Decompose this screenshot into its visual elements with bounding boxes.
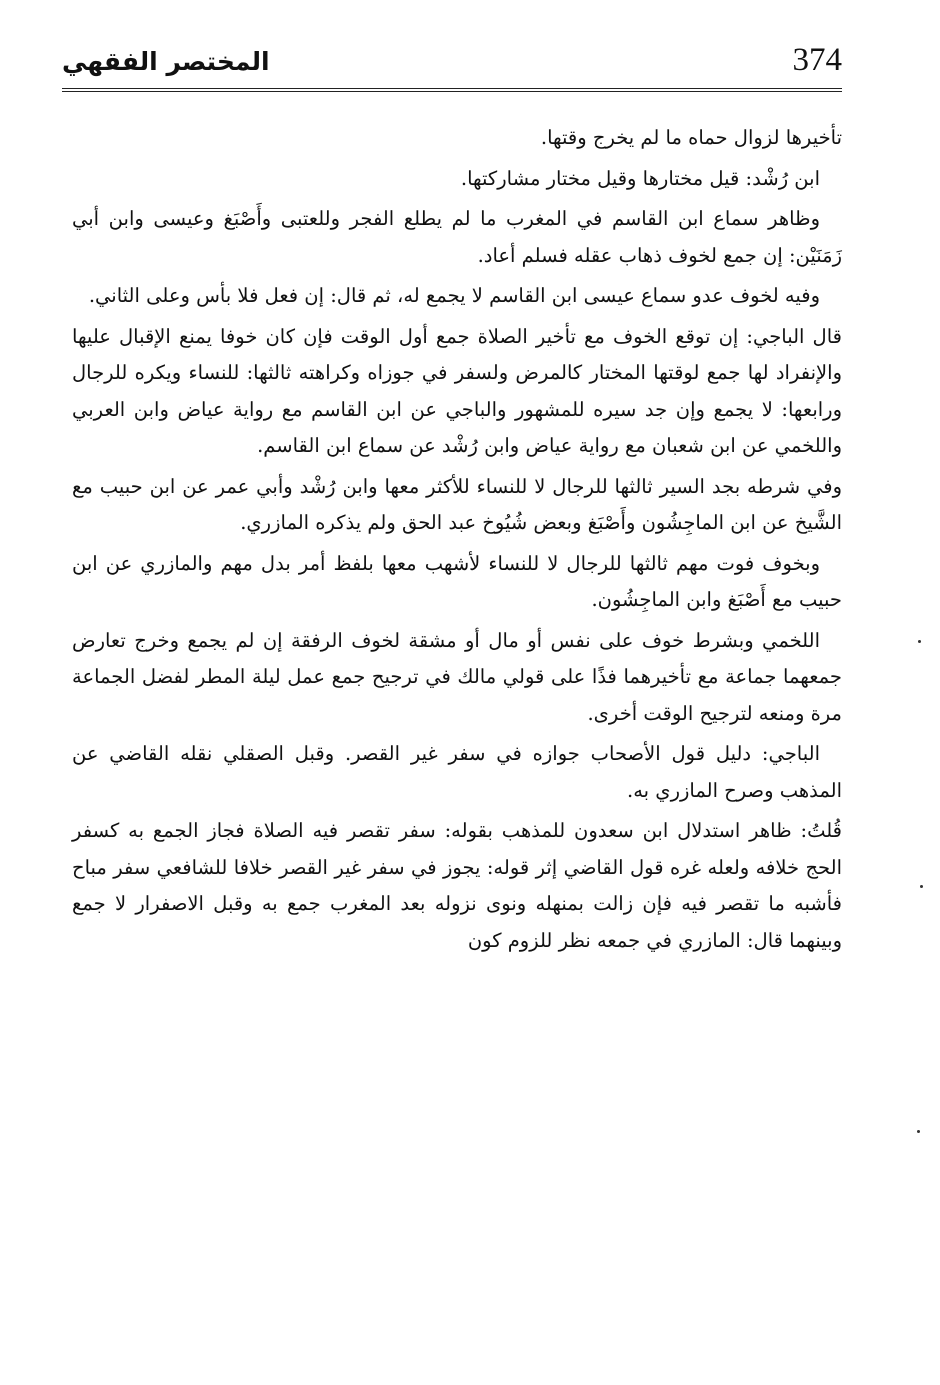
body-text <box>72 120 842 963</box>
paragraph: قُلتُ: ظاهر استدلال ابن سعدون للمذهب بقوله: سفر تقصر فيه الصلاة فجاز الجمع به كسفر الحج خلافه ولعله غره قول القاضي إثر قوله: يجوز في سفر غير القصر خلافا للشافعي سفر مباح فأشبه ما تقصر فيه فإن زالت بمنهله ونوى نزوله بعد المغرب جمع به وقبل الاصفرار لا جمع وبينهما قال: المازري في جمعه نظر للزوم كون <box>72 819 842 952</box>
header-rule <box>62 88 842 92</box>
paragraph: اللخمي وبشرط خوف على نفس أو مال أو مشقة لخوف الرفقة إن لم يجمع وخرج تعارض جمعهما جماعة مع تأخيرهما فذًا على قولي مالك في ترجيح جمع عمل ليلة المطر لفضل الجماعة مرة ومنعه لترجيح الوقت أخرى. <box>72 628 842 725</box>
paragraph: الباجي: دليل قول الأصحاب جوازه في سفر غير القصر. وقبل الصقلي نقله القاضي عن المذهب وصرح المازري به. <box>72 742 842 802</box>
margin-speck <box>917 1130 920 1133</box>
margin-speck <box>920 885 923 888</box>
paragraph: تأخيرها لزوال حماه ما لم يخرج وقتها. <box>540 126 842 149</box>
paragraph: وفي شرطه بجد السير ثالثها للرجال لا للنساء للأكثر معها وابن رُشْد وأبي عمر عن ابن حبيب مع الشَّيخ عن ابن الماجِشُون وأَصْبَغ وبعض شُيُوخ عبد الحق ولم يذكره المازري. <box>72 474 842 534</box>
paragraph: وفيه لخوف عدو سماع عيسى ابن القاسم لا يجمع له، ثم قال: إن فعل فلا بأس وعلى الثاني. <box>88 284 820 307</box>
page-header <box>60 40 842 90</box>
page-number: 374 <box>792 42 842 78</box>
paragraph: ابن رُشْد: قيل مختارها وقيل مختار مشاركتها. <box>460 166 820 190</box>
paragraph: قال الباجي: إن توقع الخوف مع تأخير الصلاة جمع أول الوقت فإن كان خوفا يمنع الإقبال عليها والإنفراد لها جمع لوقتها المختار كالمرض ولسفر في جوزاه وكراهته ثالثها: للنساء ويكره للرجال ورابعها: لا يجمع وإن جد سيره للمشهور والباجي عن ابن القاسم مع رواية عياض وابن العربي واللخمي عن ابن شعبان مع رواية عياض وابن رُشْد عن سماع ابن القاسم. <box>72 324 842 457</box>
margin-speck <box>918 640 921 643</box>
paragraph: وبخوف فوت مهم ثالثها للرجال لا للنساء لأشهب معها بلفظ أمر بدل مهم والمازري عن ابن حبيب مع أَصْبَغ وابن الماجِشُون. <box>72 551 842 611</box>
paragraph: وظاهر سماع ابن القاسم في المغرب ما لم يطلع الفجر وللعتبى وأَصْبَغ وعيسى وابن أبي زَمَنَيْن: إن جمع لخوف ذهاب عقله فسلم أعاد. <box>72 207 842 267</box>
running-title: المختصر الفقهي <box>62 47 270 76</box>
